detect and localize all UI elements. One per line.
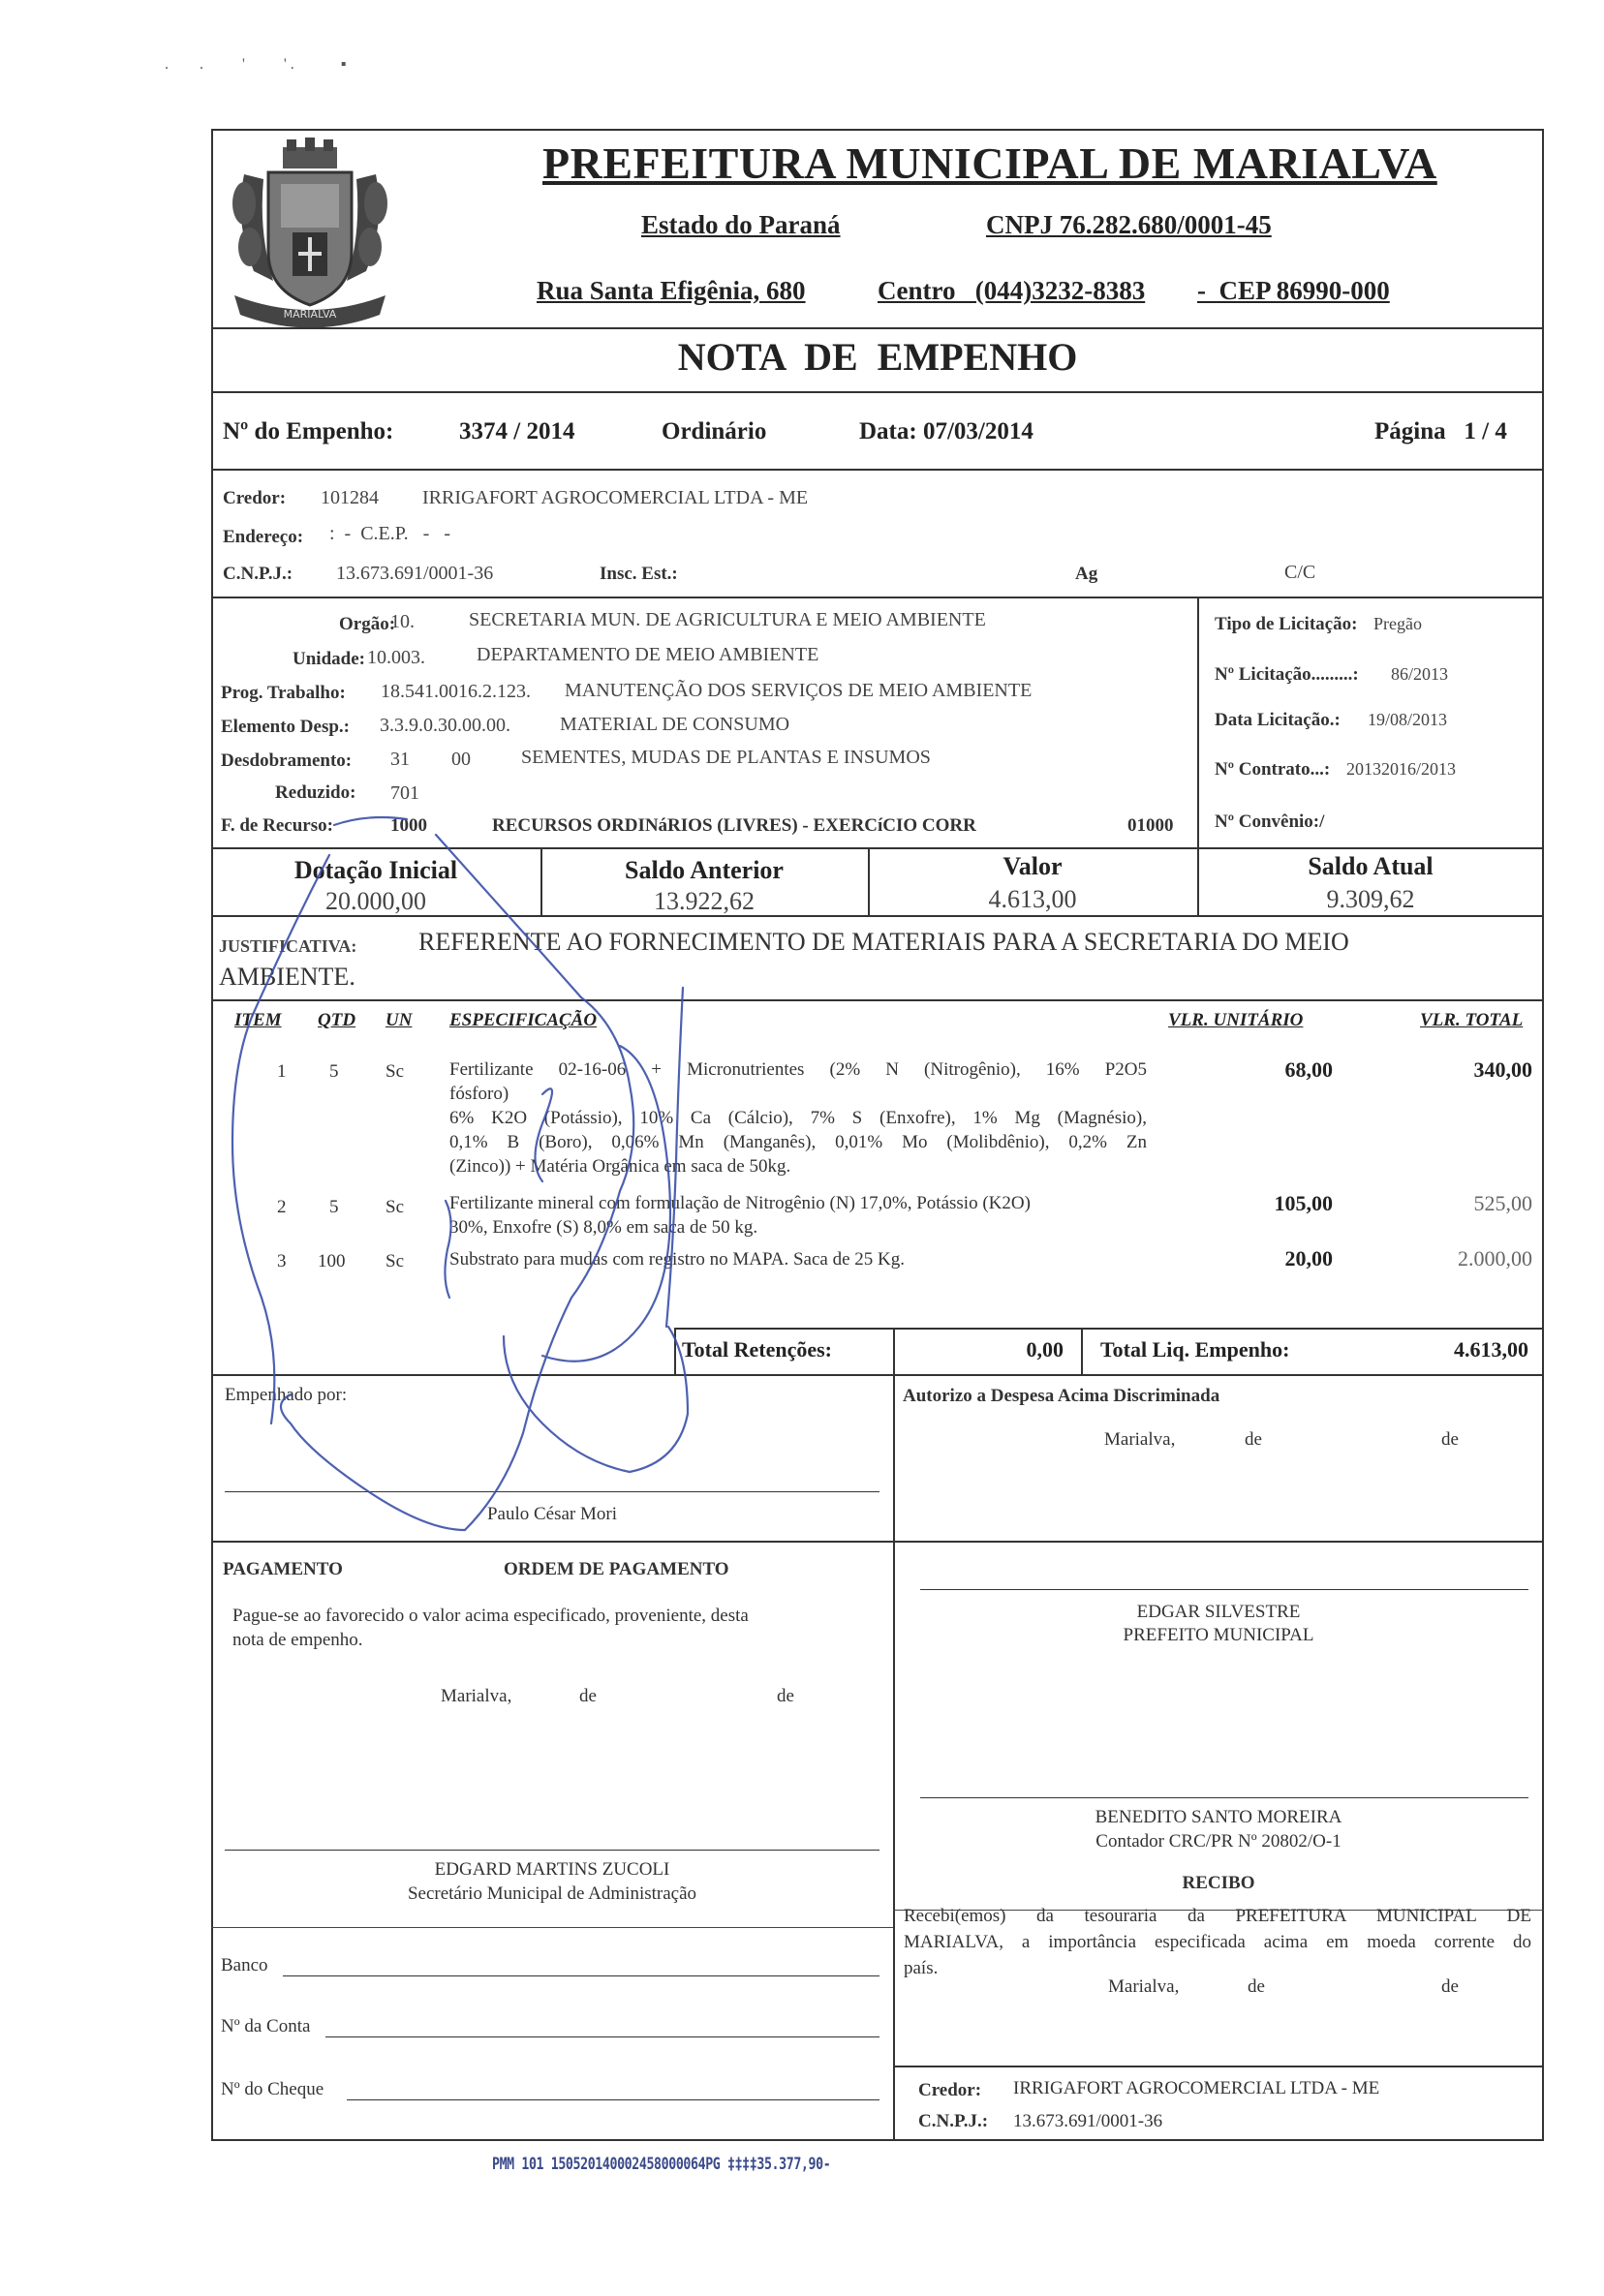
prefeito-name: EDGAR SILVESTRE bbox=[1136, 1602, 1301, 1622]
item-spec-line: Fertilizante mineral com formulação de Nitrogênio (N) 17,0%, Potássio (K2O) bbox=[449, 1193, 1031, 1213]
recibo-city: Marialva, bbox=[1108, 1976, 1180, 1997]
elemento-label: Elemento Desp.: bbox=[221, 717, 350, 737]
num-licitacao-label: Nº Licitação.........: bbox=[1215, 664, 1359, 685]
conta-label: Nº da Conta bbox=[221, 2016, 311, 2036]
empenho-type: Ordinário bbox=[662, 418, 767, 444]
item-spec-line: 30%, Enxofre (S) 8,0% em saca de 50 kg. bbox=[449, 1217, 758, 1238]
item-un: Sc bbox=[386, 1197, 404, 1217]
total-liq-value: 4.613,00 bbox=[1454, 1337, 1528, 1362]
orgao-label: Orgão: bbox=[339, 614, 396, 634]
pagamento-text-cont: nota de empenho. bbox=[232, 1630, 363, 1650]
state-name: Estado do Paraná bbox=[641, 210, 841, 239]
dotacao-inicial-value: 20.000,00 bbox=[325, 887, 426, 915]
endereco-label: Endereço: bbox=[223, 527, 304, 547]
tipo-licitacao: Pregão bbox=[1373, 614, 1422, 633]
item-spec-line: fósforo) bbox=[449, 1084, 509, 1104]
item-number: 1 bbox=[277, 1061, 287, 1082]
header-district-phone: Centro (044)3232-8383 bbox=[878, 276, 1146, 305]
payment-stamp: PMM 101 150520140002458000064PG ‡‡‡‡35.377,90- bbox=[492, 2155, 831, 2174]
justificativa-text: REFERENTE AO FORNECIMENTO DE MATERIAIS PARA A SECRETARIA DO MEIO bbox=[418, 928, 1349, 956]
banco-label: Banco bbox=[221, 1955, 268, 1975]
data-licitacao-label: Data Licitação.: bbox=[1215, 710, 1341, 730]
item-number: 3 bbox=[277, 1251, 287, 1271]
item-unit-value: 20,00 bbox=[1284, 1246, 1333, 1270]
item-total-value: 340,00 bbox=[1473, 1057, 1532, 1082]
autorizo-label: Autorizo a Despesa Acima Discriminada bbox=[903, 1386, 1220, 1406]
orgao-code: 10. bbox=[390, 611, 415, 632]
signature-line bbox=[225, 1491, 879, 1492]
signature-line bbox=[920, 1797, 1528, 1798]
saldo-anterior-label: Saldo Anterior bbox=[625, 856, 784, 884]
insc-est-label: Insc. Est.: bbox=[600, 564, 678, 584]
col-especificacao: ESPECIFICAÇÃO bbox=[449, 1010, 598, 1030]
elemento-name: MATERIAL DE CONSUMO bbox=[560, 714, 790, 735]
data-licitacao: 19/08/2013 bbox=[1368, 710, 1448, 729]
justificativa-label: JUSTIFICATIVA: bbox=[219, 936, 357, 956]
desdobramento-name: SEMENTES, MUDAS DE PLANTAS E INSUMOS bbox=[521, 747, 931, 768]
item-spec-line: (Zinco)) + Matéria Orgânica em saca de 50kg. bbox=[449, 1156, 791, 1177]
elemento-code: 3.3.9.0.30.00.00. bbox=[380, 715, 510, 736]
col-un: UN bbox=[386, 1010, 413, 1030]
item-total-value: 525,00 bbox=[1473, 1191, 1532, 1215]
tipo-licitacao-label: Tipo de Licitação: bbox=[1215, 614, 1358, 634]
dotacao-inicial-label: Dotação Inicial bbox=[293, 856, 458, 884]
reduzido-value: 701 bbox=[390, 782, 419, 804]
conta-line bbox=[325, 2036, 879, 2037]
unidade-code: 10.003. bbox=[367, 647, 425, 668]
signature-line bbox=[920, 1589, 1528, 1590]
document-title: NOTA DE EMPENHO bbox=[677, 335, 1078, 379]
recurso-code: 1000 bbox=[390, 815, 427, 836]
recibo-de-2: de bbox=[1441, 1976, 1459, 1997]
cheque-label: Nº do Cheque bbox=[221, 2079, 324, 2099]
recurso-label: F. de Recurso: bbox=[221, 815, 333, 836]
empenhado-name: Paulo César Mori bbox=[486, 1504, 618, 1524]
recibo-label: RECIBO bbox=[1182, 1873, 1255, 1893]
banco-line bbox=[283, 1975, 879, 1976]
recurso-name: RECURSOS ORDINáRIOS (LIVRES) - EXERCíCIO CORR bbox=[492, 815, 976, 836]
recibo-text-end: país. bbox=[904, 1958, 939, 1978]
item-spec-line: 6% K2O (Potássio), 10% Ca (Cálcio), 7% S (Enxofre), 1% Mg (Magnésio), bbox=[449, 1108, 1147, 1128]
unidade-label: Unidade: bbox=[293, 649, 365, 669]
col-qtd: QTD bbox=[318, 1010, 356, 1030]
header-cnpj: CNPJ 76.282.680/0001-45 bbox=[986, 210, 1272, 239]
scan-specks: . . ' ' . ▪ bbox=[165, 56, 347, 73]
endereco-value: : - C.E.P. - - bbox=[329, 523, 450, 544]
saldo-anterior-value: 13.922,62 bbox=[654, 887, 755, 915]
ag-label: Ag bbox=[1075, 564, 1098, 584]
credor-code: 101284 bbox=[321, 487, 379, 508]
desdobramento-label: Desdobramento: bbox=[221, 750, 353, 771]
item-qtd: 100 bbox=[318, 1251, 346, 1271]
contador-role: Contador CRC/PR Nº 20802/O-1 bbox=[1095, 1831, 1342, 1852]
item-spec-line: Fertilizante 02-16-06 + Micronutrientes (2% N (Nitrogênio), 16% P2O5 bbox=[449, 1059, 1147, 1080]
total-liq-label: Total Liq. Empenho: bbox=[1100, 1337, 1290, 1362]
item-qtd: 5 bbox=[329, 1197, 339, 1217]
item-un: Sc bbox=[386, 1061, 404, 1082]
cheque-line bbox=[347, 2099, 879, 2100]
prog-label: Prog. Trabalho: bbox=[221, 683, 346, 703]
svg-text:MARIALVA: MARIALVA bbox=[283, 308, 337, 321]
municipal-coat-of-arms bbox=[215, 136, 405, 339]
header-address: Rua Santa Efigênia, 680 bbox=[537, 276, 806, 305]
desdobramento-code: 31 bbox=[390, 749, 410, 770]
footer-cnpj: 13.673.691/0001-36 bbox=[1013, 2111, 1163, 2131]
footer-cnpj-label: C.N.P.J.: bbox=[918, 2111, 989, 2131]
recibo-de-1: de bbox=[1248, 1976, 1265, 1997]
credor-cnpj: 13.673.691/0001-36 bbox=[336, 563, 494, 584]
total-retencoes-value: 0,00 bbox=[1026, 1337, 1064, 1362]
convenio-label: Nº Convênio:/ bbox=[1215, 811, 1325, 832]
cc-label: C/C bbox=[1284, 562, 1316, 583]
total-retencoes-label: Total Retenções: bbox=[682, 1337, 832, 1362]
item-unit-value: 68,00 bbox=[1284, 1057, 1333, 1082]
pagamento-label: PAGAMENTO bbox=[223, 1559, 343, 1579]
footer-credor-label: Credor: bbox=[918, 2080, 982, 2100]
contador-name: BENEDITO SANTO MOREIRA bbox=[1095, 1807, 1342, 1827]
recibo-text-cont: MARIALVA, a importância especificada acima em moeda corrente do bbox=[904, 1932, 1531, 1952]
item-spec-line: 0,1% B (Boro), 0,06% Mn (Manganês), 0,01% Mo (Molibdênio), 0,2% Zn bbox=[449, 1132, 1147, 1152]
recibo-text: Recebi(emos) da tesouraria da PREFEITURA MUNICIPAL DE bbox=[904, 1906, 1531, 1926]
credor-cnpj-label: C.N.P.J.: bbox=[223, 564, 293, 584]
contrato-label: Nº Contrato...: bbox=[1215, 759, 1331, 780]
pagamento-de-1: de bbox=[579, 1686, 597, 1706]
credor-label: Credor: bbox=[223, 488, 287, 508]
num-licitacao: 86/2013 bbox=[1391, 664, 1449, 684]
footer-credor-name: IRRIGAFORT AGROCOMERCIAL LTDA - ME bbox=[1013, 2078, 1380, 2098]
page-number: Página 1 / 4 bbox=[1374, 418, 1507, 444]
desdobramento-sub: 00 bbox=[451, 749, 471, 770]
col-vlr-total: VLR. TOTAL bbox=[1420, 1010, 1524, 1030]
contrato-value: 20132016/2013 bbox=[1346, 759, 1457, 779]
reduzido-label: Reduzido: bbox=[275, 782, 356, 803]
empenho-label: Nº do Empenho: bbox=[223, 418, 394, 444]
recurso-num: 01000 bbox=[1127, 815, 1174, 836]
item-un: Sc bbox=[386, 1251, 404, 1271]
col-item: ITEM bbox=[234, 1010, 282, 1030]
empenho-date: Data: 07/03/2014 bbox=[859, 418, 1033, 444]
valor-label: Valor bbox=[1002, 852, 1063, 880]
saldo-atual-label: Saldo Atual bbox=[1308, 852, 1434, 880]
pagamento-city: Marialva, bbox=[441, 1686, 512, 1706]
ordem-pagamento-label: ORDEM DE PAGAMENTO bbox=[504, 1559, 729, 1579]
saldo-atual-value: 9.309,62 bbox=[1326, 885, 1415, 913]
pagamento-text: Pague-se ao favorecido o valor acima especificado, proveniente, desta bbox=[232, 1606, 749, 1626]
secretario-role: Secretário Municipal de Administração bbox=[407, 1883, 697, 1904]
autorizo-city: Marialva, bbox=[1104, 1429, 1176, 1450]
secretario-name: EDGARD MARTINS ZUCOLI bbox=[434, 1859, 670, 1880]
empenho-number: 3374 / 2014 bbox=[459, 418, 575, 444]
prog-name: MANUTENÇÃO DOS SERVIÇOS DE MEIO AMBIENTE bbox=[565, 680, 1033, 701]
prog-code: 18.541.0016.2.123. bbox=[381, 681, 531, 702]
item-spec-line: Substrato para mudas com registro no MAPA. Saca de 25 Kg. bbox=[449, 1249, 906, 1270]
justificativa-text-cont: AMBIENTE. bbox=[219, 963, 355, 991]
page-title: PREFEITURA MUNICIPAL DE MARIALVA bbox=[542, 138, 1437, 188]
item-qtd: 5 bbox=[329, 1061, 339, 1082]
orgao-name: SECRETARIA MUN. DE AGRICULTURA E MEIO AMBIENTE bbox=[469, 609, 986, 630]
col-vlr-unitario: VLR. UNITÁRIO bbox=[1168, 1010, 1304, 1030]
unidade-name: DEPARTAMENTO DE MEIO AMBIENTE bbox=[477, 644, 819, 665]
header-cep: - CEP 86990-000 bbox=[1197, 276, 1390, 305]
empenhado-label: Empenhado por: bbox=[225, 1385, 348, 1405]
credor-name: IRRIGAFORT AGROCOMERCIAL LTDA - ME bbox=[422, 487, 809, 508]
valor-value: 4.613,00 bbox=[988, 885, 1077, 913]
item-unit-value: 105,00 bbox=[1274, 1191, 1333, 1215]
item-total-value: 2.000,00 bbox=[1458, 1246, 1532, 1270]
item-number: 2 bbox=[277, 1197, 287, 1217]
signature-line bbox=[225, 1850, 879, 1851]
autorizo-de-1: de bbox=[1245, 1429, 1262, 1450]
autorizo-de-2: de bbox=[1441, 1429, 1459, 1450]
prefeito-role: PREFEITO MUNICIPAL bbox=[1123, 1625, 1314, 1645]
pagamento-de-2: de bbox=[777, 1686, 794, 1706]
